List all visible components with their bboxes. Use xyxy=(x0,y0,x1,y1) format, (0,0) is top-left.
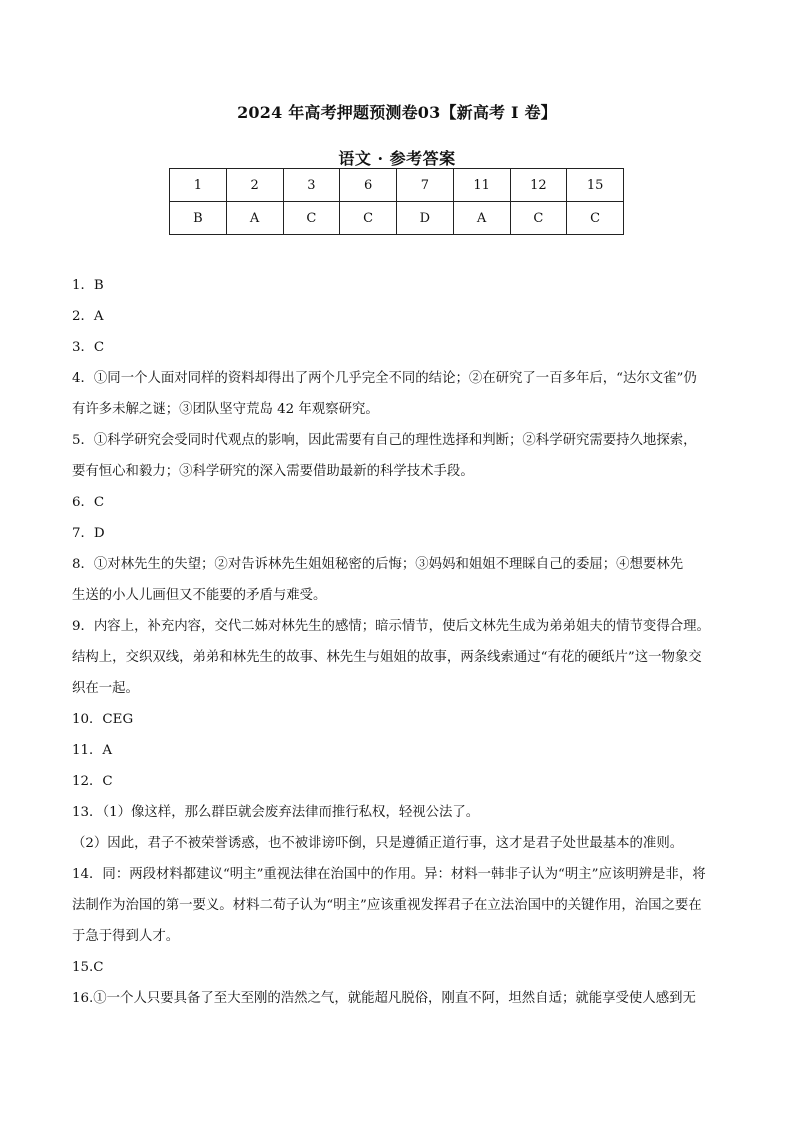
answer-row xyxy=(170,202,624,235)
answer-line-6: 6．C xyxy=(72,495,105,510)
answer-line-13: 13．（1）像这样，那么群臣就会废弃法律而推行私权，轻视公法了。 xyxy=(72,805,480,820)
answer-line-14-cont2: 于急于得到人才。 xyxy=(72,929,180,944)
answer-cell: C xyxy=(283,202,340,235)
answer-line-15: 15.C xyxy=(72,960,104,975)
answer-line-8: 8．①对林先生的失望；②对告诉林先生姐姐秘密的后悔；③妈妈和姐姐不理睬自己的委屈；④想要林先 xyxy=(72,557,684,572)
question-number-cell: 15 xyxy=(567,169,624,202)
answer-line-3: 3．C xyxy=(72,340,105,355)
answer-line-8-cont: 生送的小人儿画但又不能要的矛盾与难受。 xyxy=(72,588,327,603)
answer-line-16: 16.①一个人只要具备了至大至刚的浩然之气，就能超凡脱俗，刚直不阿，坦然自适；就能享受使人感到无 xyxy=(72,991,696,1006)
answer-line-9-cont2: 织在一起。 xyxy=(72,681,139,696)
answer-line-13-part2: （2）因此，君子不被荣誉诱惑，也不被诽谤吓倒，只是遵循正道行事，这才是君子处世最基本的准则。 xyxy=(72,836,684,851)
answer-line-7: 7．D xyxy=(72,526,105,541)
answer-key-table xyxy=(169,168,624,235)
question-number-cell: 2 xyxy=(226,169,283,202)
question-number-cell: 12 xyxy=(510,169,567,202)
answer-line-11: 11．A xyxy=(72,743,113,758)
question-number-cell: 7 xyxy=(397,169,454,202)
answer-line-10: 10．CEG xyxy=(72,712,134,727)
answer-line-9-cont: 结构上，交织双线，弟弟和林先生的故事、林先生与姐姐的故事，两条线索通过“有花的硬纸片”这一物象交 xyxy=(72,650,702,665)
answer-cell: C xyxy=(510,202,567,235)
answer-line-4: 4．①同一个人面对同样的资料却得出了两个几乎完全不同的结论；②在研究了一百多年后，“达尔文雀”仍 xyxy=(72,371,697,386)
question-number-cell: 3 xyxy=(283,169,340,202)
answer-cell: C xyxy=(567,202,624,235)
answer-line-9: 9．内容上，补充内容，交代二姊对林先生的感情；暗示情节，使后文林先生成为弟弟姐夫的情节变得合理。 xyxy=(72,619,710,634)
answer-cell: D xyxy=(397,202,454,235)
answer-cell: C xyxy=(340,202,397,235)
answer-line-12: 12．C xyxy=(72,774,113,789)
answer-cell: A xyxy=(453,202,510,235)
page-subtitle: 语文 · 参考答案 xyxy=(338,149,456,168)
answer-cell: B xyxy=(170,202,227,235)
question-number-cell: 1 xyxy=(170,169,227,202)
answer-line-4-cont: 有许多未解之谜；③团队坚守荒岛 42 年观察研究。 xyxy=(72,402,379,417)
answer-cell: A xyxy=(226,202,283,235)
question-number-row xyxy=(170,169,624,202)
answer-line-1: 1．B xyxy=(72,278,104,293)
answer-line-14: 14．同：两段材料都建议“明主”重视法律在治国中的作用。异：材料一韩非子认为“明主”应该明辨是非，将 xyxy=(72,867,706,882)
answer-explanations xyxy=(72,270,732,1014)
answer-line-2: 2．A xyxy=(72,309,104,324)
answer-line-5: 5．①科学研究会受同时代观点的影响，因此需要有自己的理性选择和判断；②科学研究需要持久地探索， xyxy=(72,433,697,448)
page-title: 2024 年高考押题预测卷03【新高考 I 卷】 xyxy=(237,103,557,122)
answer-line-5-cont: 要有恒心和毅力；③科学研究的深入需要借助最新的科学技术手段。 xyxy=(72,464,474,479)
answer-line-14-cont: 法制作为治国的第一要义。材料二荀子认为“明主”应该重视发挥君子在立法治国中的关键作用，治国之要在 xyxy=(72,898,702,913)
question-number-cell: 11 xyxy=(453,169,510,202)
question-number-cell: 6 xyxy=(340,169,397,202)
